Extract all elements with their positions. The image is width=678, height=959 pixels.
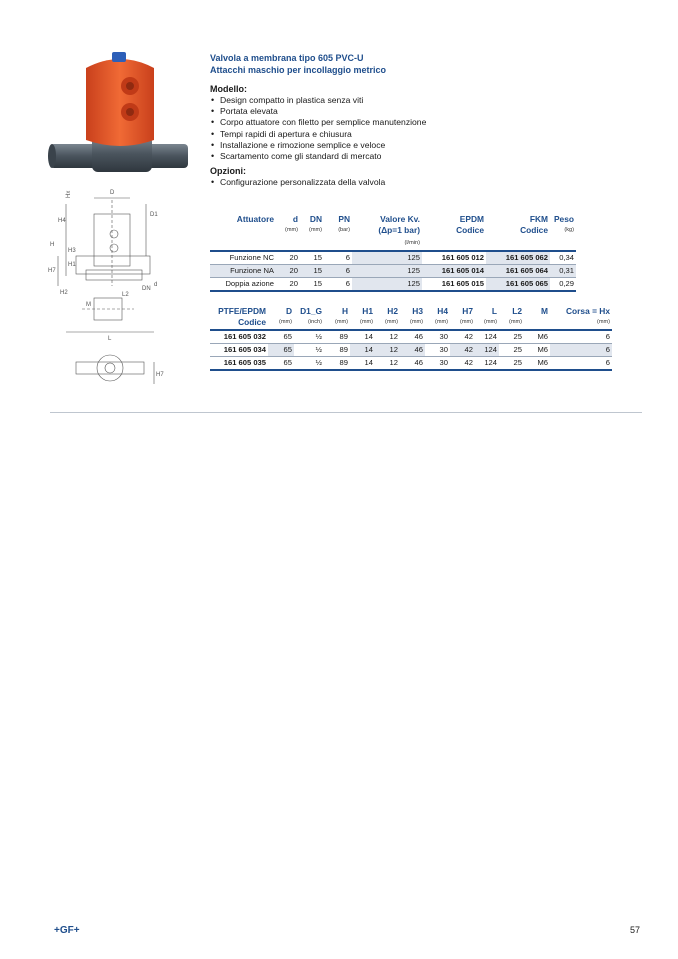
cell: 161 605 014 <box>422 265 486 278</box>
cell: 12 <box>375 330 400 344</box>
table-row <box>210 344 612 357</box>
col-header: Codice <box>210 316 268 330</box>
cell: 25 <box>499 357 524 371</box>
list-item: • Tempi rapidi di apertura e chiusura <box>210 129 612 140</box>
cell: 30 <box>425 344 450 357</box>
col-header: L <box>491 306 497 316</box>
col-header: PN <box>338 214 350 224</box>
label-h1: H1 <box>68 262 76 268</box>
product-title: Valvola a membrana tipo 605 PVC-U <box>210 53 364 63</box>
page-number: 57 <box>630 925 641 935</box>
cell: 161 605 015 <box>422 278 486 292</box>
cell: ½ <box>294 330 324 344</box>
cell: 25 <box>499 330 524 344</box>
list-item: • Scartamento come gli standard di mercato <box>210 151 612 162</box>
cell: 6 <box>324 251 352 265</box>
col-header: Codice <box>456 225 484 235</box>
cell: 65 <box>268 330 294 344</box>
col-header: Peso <box>553 214 574 224</box>
label-h7a: H7 <box>48 268 56 274</box>
label-h2: H2 <box>60 290 68 296</box>
table-row <box>210 251 576 265</box>
unit-label: (mm) <box>324 316 350 330</box>
cell: 25 <box>499 344 524 357</box>
cell: 15 <box>300 251 324 265</box>
options-heading: Opzioni: <box>210 166 246 177</box>
col-header: EPDM <box>459 214 484 224</box>
label-h: H <box>50 242 55 248</box>
actuator-table <box>210 214 576 292</box>
cell: 89 <box>324 330 350 344</box>
col-header: PTFE/EPDM <box>218 306 266 316</box>
cell: 20 <box>276 278 300 292</box>
dimension-drawing <box>46 186 166 398</box>
gf-logo: +GF+ <box>54 925 80 936</box>
col-header: L2 <box>512 306 522 316</box>
cell: 46 <box>400 344 425 357</box>
cell: 15 <box>300 278 324 292</box>
cell: 125 <box>352 251 422 265</box>
product-description <box>210 52 612 188</box>
cell: M6 <box>524 330 550 344</box>
cell: 124 <box>475 357 499 371</box>
cell: 20 <box>276 251 300 265</box>
cell: 15 <box>300 265 324 278</box>
cell: 6 <box>324 278 352 292</box>
col-header: H <box>341 306 348 316</box>
label-l2: L2 <box>122 292 129 298</box>
model-features-list <box>210 95 612 162</box>
unit-label: (mm) <box>550 316 612 330</box>
cell: 65 <box>268 344 294 357</box>
col-header: FKM <box>529 214 548 224</box>
unit-label: (l/min) <box>352 237 422 251</box>
col-header: M <box>541 306 548 316</box>
cell: 30 <box>425 330 450 344</box>
cell: 161 605 062 <box>486 251 550 265</box>
cell: 46 <box>400 357 425 371</box>
cell: Funzione NA <box>210 265 276 278</box>
unit-label <box>524 316 550 330</box>
cell: 161 605 064 <box>486 265 550 278</box>
cell: 89 <box>324 357 350 371</box>
col-header: D1_G <box>300 306 322 316</box>
col-header: Corsa = Hx <box>566 306 610 316</box>
cell: 0,34 <box>550 251 576 265</box>
cell: 89 <box>324 344 350 357</box>
cell: 125 <box>352 278 422 292</box>
label-h4: H4 <box>58 218 66 224</box>
unit-label: (mm) <box>308 227 322 233</box>
cell: 14 <box>350 330 375 344</box>
cell: 20 <box>276 265 300 278</box>
dimensions-table <box>210 306 612 371</box>
unit-label: (inch) <box>294 316 324 330</box>
cell: 42 <box>450 357 475 371</box>
cell: 124 <box>475 330 499 344</box>
unit-label: (mm) <box>284 227 298 233</box>
list-item: • Design compatto in plastica senza viti <box>210 95 612 106</box>
model-heading: Modello: <box>210 84 247 94</box>
col-header: DN <box>309 214 322 224</box>
cell: 6 <box>550 344 612 357</box>
col-header: Valore Kv. <box>380 214 420 224</box>
cell: 161 605 012 <box>422 251 486 265</box>
cell: 0,31 <box>550 265 576 278</box>
cell: 46 <box>400 330 425 344</box>
cell: 0,29 <box>550 278 576 292</box>
col-header: H2 <box>387 306 398 316</box>
cell: 6 <box>550 357 612 371</box>
cell: 161 605 035 <box>210 357 268 371</box>
label-h7b: H7 <box>156 372 164 378</box>
unit-label: (mm) <box>475 316 499 330</box>
cell: 125 <box>352 265 422 278</box>
table-row <box>210 278 576 292</box>
product-subtitle: Attacchi maschio per incollaggio metrico <box>210 65 387 75</box>
cell: Doppia azione <box>210 278 276 292</box>
list-item: • Corpo attuatore con filetto per semplice manutenzione <box>210 117 612 128</box>
cell: 161 605 065 <box>486 278 550 292</box>
cell: 42 <box>450 344 475 357</box>
col-header: H7 <box>462 306 473 316</box>
cell: 161 605 034 <box>210 344 268 357</box>
label-h3: H3 <box>68 248 76 254</box>
col-header: Codice <box>520 225 548 235</box>
table-row <box>210 265 576 278</box>
cell: Funzione NC <box>210 251 276 265</box>
col-header: Attuatore <box>236 214 274 224</box>
unit-label: (mm) <box>400 316 425 330</box>
list-item: • Portata elevata <box>210 106 612 117</box>
unit-label: (kg) <box>564 227 574 233</box>
cell: 6 <box>324 265 352 278</box>
label-hx: Hx <box>66 190 72 198</box>
cell: 14 <box>350 344 375 357</box>
unit-label: (mm) <box>499 316 524 330</box>
valve-product-image <box>48 48 190 178</box>
unit-label: (mm) <box>425 316 450 330</box>
table-row <box>210 357 612 371</box>
label-dn: DN <box>142 286 151 292</box>
unit-label: (mm) <box>450 316 475 330</box>
cell: 30 <box>425 357 450 371</box>
col-header: d <box>292 214 298 224</box>
cell: ½ <box>294 344 324 357</box>
label-d1: D1 <box>150 212 158 218</box>
table-row <box>210 330 612 344</box>
list-item: • Configurazione personalizzata della valvola <box>210 177 612 188</box>
dimensions-table-body <box>210 330 612 370</box>
unit-label: (mm) <box>350 316 375 330</box>
col-header: H4 <box>437 306 448 316</box>
cell: 65 <box>268 357 294 371</box>
list-item: • Installazione e rimozione semplice e veloce <box>210 140 612 151</box>
cell: 6 <box>550 330 612 344</box>
cell: 124 <box>475 344 499 357</box>
cell: ½ <box>294 357 324 371</box>
label-l: L <box>108 336 112 342</box>
label-d: D <box>110 190 115 196</box>
col-header: D <box>285 306 292 316</box>
col-header: (Δp=1 bar) <box>378 225 420 235</box>
col-header: H3 <box>412 306 423 316</box>
cell: M6 <box>524 357 550 371</box>
cell: M6 <box>524 344 550 357</box>
unit-label: (bar) <box>338 227 350 233</box>
unit-label: (mm) <box>375 316 400 330</box>
label-d-small: d <box>154 282 158 288</box>
col-header: H1 <box>362 306 373 316</box>
cell: 161 605 032 <box>210 330 268 344</box>
cell: 12 <box>375 344 400 357</box>
cell: 42 <box>450 330 475 344</box>
section-divider <box>50 412 642 413</box>
unit-label: (mm) <box>268 316 294 330</box>
cell: 14 <box>350 357 375 371</box>
options-list <box>210 177 612 188</box>
cell: 12 <box>375 357 400 371</box>
label-m: M <box>86 302 91 308</box>
